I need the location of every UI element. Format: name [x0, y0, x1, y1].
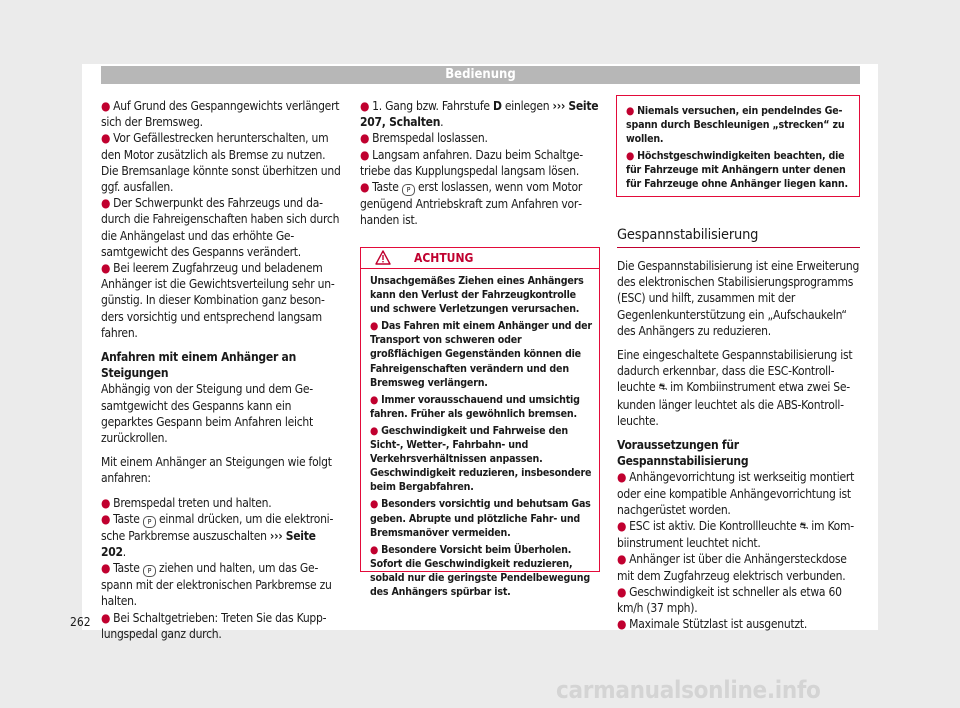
parking-brake-key-icon: P	[143, 516, 156, 528]
parking-brake-key-icon: P	[143, 565, 156, 577]
list-item: ● Bremspedal treten und halten.	[101, 495, 272, 510]
bullet-icon: ●	[101, 99, 111, 113]
warning-body	[370, 274, 596, 602]
list-item: ● Bei leerem Zugfahrzeug und beladenem Anhänger ist die Gewichtsverteilung sehr ungünstig. In dieser Kombination ganz besonders vorsichtig und entsprechend langsam fahren.	[101, 261, 335, 340]
warning-triangle-icon	[375, 250, 391, 265]
bullet-icon: ●	[617, 584, 627, 599]
esc-warning-lamp-icon: ⛐	[658, 382, 667, 394]
bullet-icon: ●	[617, 617, 627, 632]
column-2	[360, 98, 602, 228]
page-reference-link[interactable]: Seite 202	[101, 528, 316, 560]
watermark: carmanualsonline.info	[556, 676, 821, 704]
list-item: ● Immer vorausschauend und umsichtig fahren. Früher als gewöhnlich bremsen.	[370, 393, 580, 420]
warning-header	[361, 248, 599, 269]
list-item: ● Taste P ziehen und halten, um das Gespann mit der elektronischen Parkbremse zu halten.	[101, 561, 332, 609]
list-item: ● Geschwindigkeit und Fahrweise den Sicht-, Wetter-, Fahrbahn- und Verkehrsverhältnissen anpassen. Geschwindigkeit reduzieren, insbesondere beim Bergabfahren.	[370, 424, 592, 494]
bullet-icon: ●	[370, 320, 379, 333]
bullet-icon: ●	[626, 105, 635, 117]
list-item: ● Höchstgeschwindigkeiten beachten, die für Fahrzeuge mit Anhängern unter denen für Fahrzeuge ohne Anhänger liegen kann.	[626, 150, 848, 191]
list-item: ● Anhänger ist über die Anhängersteckdose mit dem Zugfahrzeug elektrisch verbunden.	[617, 552, 847, 583]
paragraph: Die Gespannstabilisierung ist eine Erweiterung des elektronischen Stabilisierungsprogramms (ESC) und hilft, zusammen mit der Gegenlenkunterstützung ein „Aufschaukeln“ des Anhängers zu reduzieren.	[617, 259, 860, 338]
list-item: ● Maximale Stützlast ist ausgenutzt.	[617, 617, 808, 632]
list-item: ● Auf Grund des Gespanngewichts verlängert sich der Bremsweg.	[101, 99, 340, 130]
warning-box	[360, 247, 600, 598]
paragraph: Mit einem Anhänger an Steigungen wie folgt anfahren:	[101, 455, 332, 486]
warning-intro: Unsachgemäßes Ziehen eines Anhängers kann den Verlust der Fahrzeugkontrolle und schwere Verletzungen verursachen.	[370, 275, 584, 316]
page-reference-link[interactable]: Seite 207, Schalten	[360, 99, 599, 130]
bullet-icon: ●	[360, 99, 370, 113]
bullet-icon: ●	[101, 261, 111, 276]
bullet-icon: ●	[617, 552, 627, 567]
bullet-icon: ●	[370, 543, 379, 556]
list-item: ● ESC ist aktiv. Die Kontrollleuchte ⛐ im Kombiinstrument leuchtet nicht.	[617, 519, 855, 551]
bullet-icon: ●	[360, 131, 370, 146]
list-item: ● 1. Gang bzw. Fahrstufe D einlegen ››› Seite 207, Schalten.	[360, 99, 599, 130]
bullet-icon: ●	[101, 610, 111, 625]
list-item: ● Vor Gefällestrecken herunterschalten, um den Motor zusätzlich als Bremse zu nutzen. Die Bremsanlage könnte sonst überhitzen und ggf. ausfallen.	[101, 131, 341, 195]
page-header: Bedienung	[101, 66, 860, 84]
bullet-icon: ●	[101, 495, 111, 510]
paragraph: Abhängig von der Steigung und dem Gesamtgewicht des Gespanns kann ein geparktes Gespann beim Anfahren leicht zurückrollen.	[101, 382, 314, 446]
list-item: ● Bremspedal loslassen.	[360, 131, 488, 146]
bullet-icon: ●	[617, 470, 627, 485]
bullet-icon: ●	[101, 131, 111, 146]
bullet-icon: ●	[626, 150, 635, 163]
bullet-icon: ●	[370, 498, 379, 511]
subheading: Voraussetzungen für Gespannstabilisierung	[617, 438, 749, 469]
bullet-icon: ●	[101, 511, 111, 526]
section-title: Gespannstabilisierung	[617, 227, 759, 243]
list-item: ● Bei Schaltgetrieben: Treten Sie das Kupplungspedal ganz durch.	[101, 610, 327, 641]
bullet-icon: ●	[370, 424, 379, 437]
bullet-icon: ●	[370, 393, 379, 406]
list-item: ● Anhängevorrichtung ist werkseitig montiert oder eine kompatible Anhängevorrichtung ist nachgerüstet worden.	[617, 470, 855, 517]
list-item: ● Langsam anfahren. Dazu beim Schaltgetriebe das Kupplungspedal langsam lösen.	[360, 147, 584, 178]
bullet-icon: ●	[101, 561, 111, 576]
warning-body	[626, 104, 852, 195]
bullet-icon: ●	[101, 196, 111, 211]
column-3	[617, 258, 860, 632]
page-number: 262	[70, 615, 91, 629]
bullet-icon: ●	[617, 519, 627, 534]
list-item: ● Niemals versuchen, ein pendelndes Gespann durch Beschleunigen „strecken“ zu wollen.	[626, 105, 845, 146]
list-item: ● Taste P einmal drücken, um die elektronische Parkbremse auszuschalten ››› Seite 202.	[101, 511, 334, 560]
parking-brake-key-icon: P	[402, 184, 415, 196]
list-item: ● Der Schwerpunkt des Fahrzeugs und dadurch die Fahreigenschaften haben sich durch die Anhängelast und das erhöhte Gesamtgewicht des Gespanns verändert.	[101, 196, 340, 259]
list-item: ● Taste P erst loslassen, wenn vom Motor genügend Antriebskraft zum Anfahren vorhanden ist.	[360, 180, 583, 228]
list-item: ● Besonders vorsichtig und behutsam Gas geben. Abrupte und plötzliche Fahr- und Bremsmanöver vermeiden.	[370, 498, 591, 539]
list-item: ● Das Fahren mit einem Anhänger und der Transport von schweren oder großflächigen Gegenständen können die Fahreigenschaften verändern und den Bremsweg verlängern.	[370, 320, 592, 389]
bullet-icon: ●	[360, 147, 370, 162]
paragraph: Eine eingeschaltete Gespannstabilisierung ist dadurch erkennbar, dass die ESC-Kontrollleuchte ⛐ im Kombiinstrument etwa zwei Sekunden länger leuchtet als die ABS-Kontrollleuchte.	[617, 348, 853, 428]
section-divider	[617, 247, 860, 248]
esc-warning-lamp-icon: ⛐	[799, 521, 809, 533]
warning-box-continued	[616, 95, 860, 197]
bullet-icon: ●	[360, 180, 370, 195]
list-item: ● Besondere Vorsicht beim Überholen. Sofort die Geschwindigkeit reduzieren, sobald nur die geringste Pendelbewegung des Anhängers spürbar ist.	[370, 543, 590, 598]
subheading: Anfahren mit einem Anhänger an Steigungen	[101, 350, 297, 381]
list-item: ● Geschwindigkeit ist schneller als etwa 60 km/h (37 mph).	[617, 584, 842, 616]
column-1	[101, 98, 341, 642]
warning-title: ACHTUNG	[414, 251, 474, 265]
